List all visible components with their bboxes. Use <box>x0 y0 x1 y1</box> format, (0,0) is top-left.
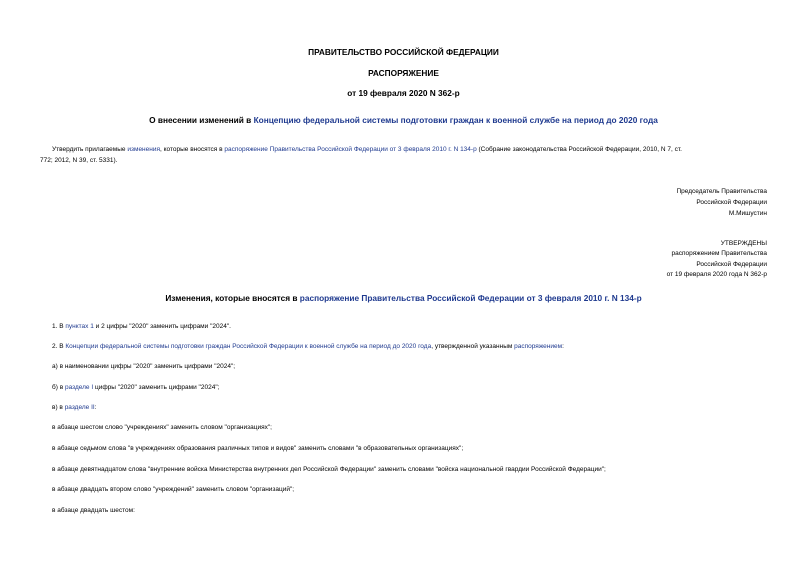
item-2 <box>52 343 564 350</box>
sub-item-v <box>52 404 97 411</box>
signature-name: М.Мишустин <box>728 210 767 217</box>
intro-text-3: (Собрание законодательства Российской Федерации, 2010, N 7, ст. <box>476 146 682 153</box>
intro-line-1 <box>52 146 682 153</box>
order-link[interactable]: распоряжением <box>514 343 563 350</box>
signature-title: Председатель Правительства <box>676 188 767 195</box>
intro-text-1: Утвердить прилагаемые <box>52 146 128 153</box>
sub-item-b <box>52 384 219 391</box>
sub-item-b-text-a: б) в <box>52 384 65 391</box>
item-2-text-a: 2. В <box>52 343 66 350</box>
concept-link[interactable]: Концепцию федеральной системы подготовки граждан к военной службе на период до 2020 года <box>253 115 658 125</box>
section-2-link[interactable]: разделе II <box>64 404 95 411</box>
paragraph-19-change: в абзаце девятнадцатом слова "внутренние войска Министерства внутренних дел Российской Федерации" заменить словами "войска национальной гвардии Российской Федерации"; <box>52 466 606 473</box>
points-link[interactable]: пунктах 1 <box>65 323 94 330</box>
title-prefix: О внесении изменений в <box>149 115 254 125</box>
sub-item-v-text-a: в) в <box>52 404 65 411</box>
document-date: от 19 февраля 2020 N 362-р <box>347 88 460 98</box>
approved-date: от 19 февраля 2020 года N 362-р <box>666 271 767 278</box>
sub-item-v-text-b: : <box>94 404 97 411</box>
sub-item-a: а) в наименовании цифры "2020" заменить цифрами "2024"; <box>52 363 236 370</box>
item-1-text-a: 1. В <box>52 323 66 330</box>
document-title <box>0 115 807 125</box>
item-2-text-c: : <box>562 343 564 350</box>
changes-title-link[interactable]: распоряжение Правительства Российской Федерации от 3 февраля 2010 г. N 134-р <box>299 293 642 303</box>
approved-label: УТВЕРЖДЕНЫ <box>720 240 767 247</box>
order-134-link[interactable]: распоряжение Правительства Российской Федерации от 3 февраля 2010 г. N 134-р <box>224 146 477 153</box>
paragraph-7-change: в абзаце седьмом слова "в учреждениях образования различных типов и видов" заменить словами "в образовательных организациях"; <box>52 445 464 452</box>
intro-line-2: 772; 2012, N 39, ст. 5331). <box>40 157 118 164</box>
item-1-text-b: и 2 цифры "2020" заменить цифрами "2024". <box>93 323 231 330</box>
signature-country: Российской Федерации <box>696 199 767 206</box>
paragraph-26-change: в абзаце двадцать шестом: <box>52 507 135 514</box>
item-2-text-b: , утвержденной указанным <box>431 343 515 350</box>
paragraph-6-change: в абзаце шестом слово "учреждениях" заменить словом "организациях"; <box>52 424 272 431</box>
government-heading: ПРАВИТЕЛЬСТВО РОССИЙСКОЙ ФЕДЕРАЦИИ <box>308 47 499 57</box>
sub-item-b-text-b: цифры "2020" заменить цифрами "2024"; <box>93 384 220 391</box>
document-type: РАСПОРЯЖЕНИЕ <box>368 68 439 78</box>
approved-by: распоряжением Правительства <box>671 250 767 257</box>
approved-country: Российской Федерации <box>696 261 767 268</box>
changes-title-prefix: Изменения, которые вносятся в <box>165 293 300 303</box>
changes-title <box>0 293 807 303</box>
section-1-link[interactable]: разделе I <box>64 384 94 391</box>
concept-2020-link[interactable]: Концепции федеральной системы подготовки граждан Российской Федерации к военной службе на период до 2020 года <box>65 343 432 350</box>
changes-link[interactable]: изменения <box>127 146 160 153</box>
item-1 <box>52 323 231 330</box>
intro-text-2: , которые вносятся в <box>160 146 225 153</box>
paragraph-22-change: в абзаце двадцать втором слово "учреждений" заменить словом "организаций"; <box>52 486 295 493</box>
